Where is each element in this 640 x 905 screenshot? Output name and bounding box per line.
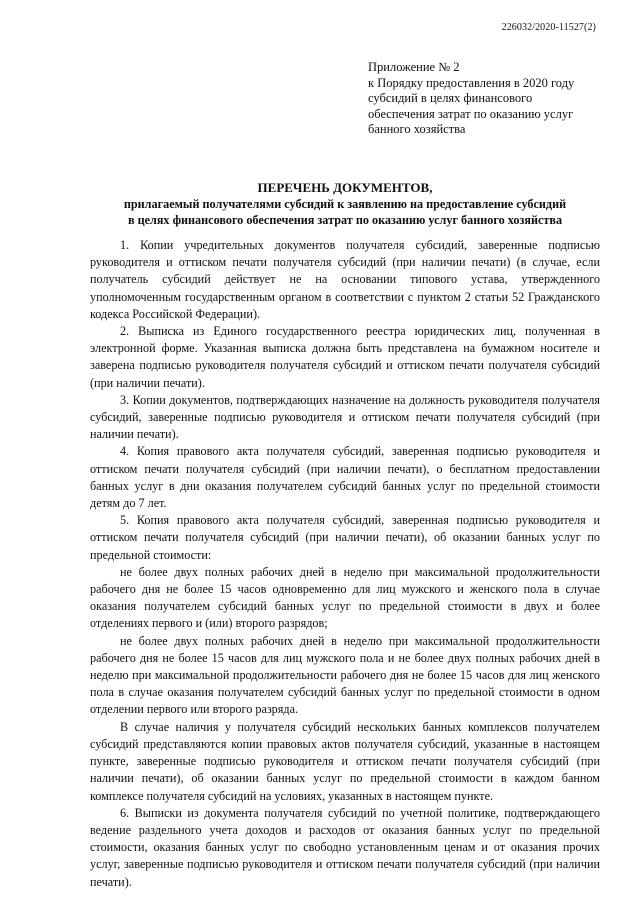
paragraph-item-2: 2. Выписка из Единого государственного реестра юридических лиц, полученная в электронной форме. Указанная выписка должна быть представлена на бумажном носителе и заверена подписью руководителя получателя субсидий и оттиском печати получателя субсидий (при наличии печати). — [90, 324, 600, 390]
appendix-line: банного хозяйства — [368, 122, 466, 136]
title-line-main: ПЕРЕЧЕНЬ ДОКУМЕНТОВ, — [257, 180, 433, 195]
document-title — [90, 180, 600, 228]
paragraph-item-6: 6. Выписки из документа получателя субсидий по учетной политике, подтверждающего ведение раздельного учета доходов и расходов от оказания банных услуг по предельной стоимости, оказания банных услуг по свободно установленным ценам и от оказания прочих услуг, заверенные подписью руководителя и оттиском печати получателя субсидий (при наличии печати). — [90, 805, 600, 889]
title-line-subtitle-1: прилагаемый получателями субсидий к заявлению на предоставление субсидий — [123, 197, 567, 211]
paragraph-item-5-multiple-complexes: В случае наличия у получателя субсидий нескольких банных комплексов получателем субсидий представляются копии правовых актов получателя субсидий, указанные в настоящем пункте, заверенные подписью руководителя и оттиском печати получателя субсидий (при наличии печати), об оказании банных услуг по предельной стоимости в каждом банном комплексе получателя субсидий на условиях, указанных в настоящем пункте. — [90, 719, 600, 803]
paragraph-item-3: 3. Копии документов, подтверждающих назначение на должность руководителя получателя субсидий, заверенные подписью руководителя и оттиском печати получателя субсидий (при наличии печати). — [90, 392, 600, 442]
appendix-line: к Порядку предоставления в 2020 году — [368, 75, 575, 90]
document-body — [90, 237, 600, 891]
paragraph-item-4: 4. Копия правового акта получателя субсидий, заверенная подписью руководителя и оттиском печати получателя субсидий (при наличии печати), о бесплатном предоставлении банных услуг в дни оказания получателем субсидий банных услуг по предельной стоимости детям до 7 лет. — [90, 444, 600, 511]
appendix-line: обеспечения затрат по оказанию услуг — [368, 106, 574, 121]
paragraph-item-5-condition-1: не более двух полных рабочих дней в неделю при максимальной продолжительности рабочего дня не более 15 часов одновременно для лиц мужского и женского пола в случае оказания получателем субсидий банных услуг по предельной стоимости в двух и более отделениях первого и (или) второго разрядов; — [90, 564, 600, 631]
paragraph-item-5-condition-2: не более двух полных рабочих дней в неделю при максимальной продолжительности рабочего дня не более 15 часов для лиц мужского пола и не более двух полных рабочих дней в неделю при максимальной продолжительности рабочего дня не более 15 часов для лиц женского пола в случае оказания получателем субсидий банных услуг по предельной стоимости в одном отделении первого или второго разряда. — [90, 633, 600, 717]
paragraph-item-5: 5. Копия правового акта получателя субсидий, заверенная подписью руководителя и оттиском печати получателя субсидий (при наличии печати), об оказании банных услуг по предельной стоимости: — [90, 513, 600, 562]
document-registration-number: 226032/2020-11527(2) — [501, 22, 596, 33]
appendix-line: Приложение № 2 — [368, 60, 460, 74]
appendix-line: субсидий в целях финансового — [368, 91, 533, 105]
paragraph-item-1: 1. Копии учредительных документов получателя субсидий, заверенные подписью руководителя и оттиском печати получателя субсидий (при наличии печати) (в случае, если получатель субсидий действует не на основании типового устава, утвержденного уполномоченным государственным органом в соответствии с пунктом 2 статьи 52 Гражданского кодекса Российской Федерации). — [90, 238, 600, 321]
appendix-header — [368, 60, 618, 138]
title-line-subtitle-2: в целях финансового обеспечения затрат по оказанию услуг банного хозяйства — [127, 213, 563, 227]
